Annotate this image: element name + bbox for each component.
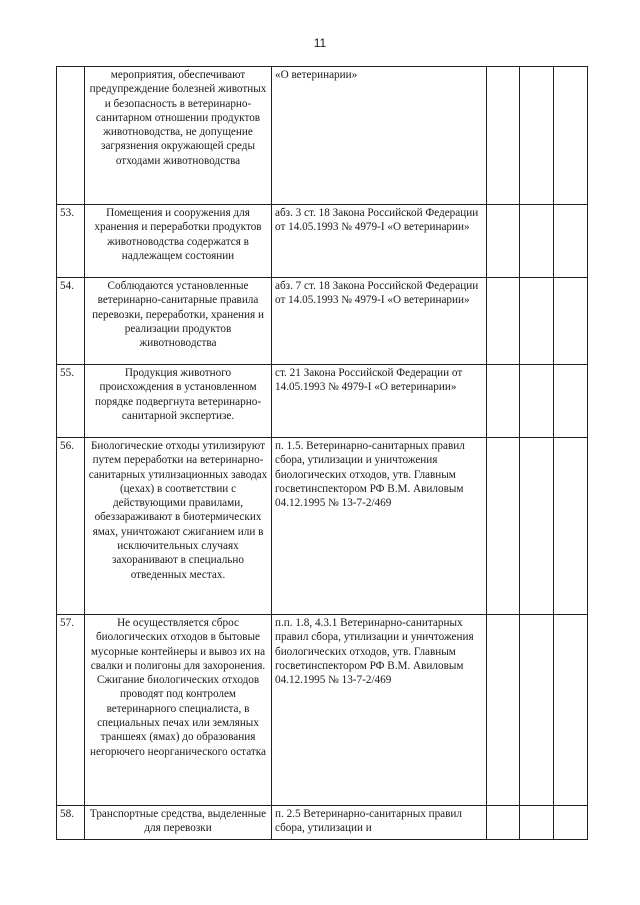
requirement-text: Помещения и сооружения для хранения и переработки продуктов животноводства содержатся в надлежащем состоянии <box>85 205 272 278</box>
requirement-text: мероприятия, обеспечивают предупреждение болезней животных и безопасность в ветеринарно-санитарном отношении продуктов животноводства, не допущение загрязнения окружающей среды отходами животноводства <box>85 67 272 205</box>
legal-reference: ст. 21 Закона Российской Федерации от 14.05.1993 № 4979-I «О ветеринарии» <box>272 365 487 438</box>
yes-cell <box>487 806 520 840</box>
yes-cell <box>487 67 520 205</box>
yes-cell <box>487 205 520 278</box>
no-cell <box>520 806 554 840</box>
not-applicable-cell <box>554 365 588 438</box>
not-applicable-cell <box>554 205 588 278</box>
requirement-text: Биологические отходы утилизируют путем переработки на ветеринарно-санитарных утилизационных заводах (цехах) в соответствии с действующими правилами, обеззараживают в биотермических ямах, уничтожают сжиганием или в исключительных случаях захоранивают в специально отведенных местах. <box>85 438 272 615</box>
yes-cell <box>487 365 520 438</box>
legal-reference: п. 2.5 Ветеринарно-санитарных правил сбора, утилизации и <box>272 806 487 840</box>
requirement-text: Соблюдаются установленные ветеринарно-санитарные правила перевозки, переработки, хранения и реализации продуктов животноводства <box>85 278 272 365</box>
yes-cell <box>487 615 520 806</box>
table-row <box>57 438 588 615</box>
no-cell <box>520 205 554 278</box>
not-applicable-cell <box>554 615 588 806</box>
legal-reference: абз. 7 ст. 18 Закона Российской Федерации от 14.05.1993 № 4979-I «О ветеринарии» <box>272 278 487 365</box>
yes-cell <box>487 438 520 615</box>
row-number: 56. <box>57 438 85 615</box>
no-cell <box>520 438 554 615</box>
no-cell <box>520 67 554 205</box>
row-number: 57. <box>57 615 85 806</box>
no-cell <box>520 615 554 806</box>
table-row <box>57 615 588 806</box>
table-row <box>57 67 588 205</box>
table-row <box>57 278 588 365</box>
yes-cell <box>487 278 520 365</box>
not-applicable-cell <box>554 438 588 615</box>
page-number: 11 <box>313 36 327 50</box>
legal-reference: абз. 3 ст. 18 Закона Российской Федерации от 14.05.1993 № 4979-I «О ветеринарии» <box>272 205 487 278</box>
requirement-text: Транспортные средства, выделенные для перевозки <box>85 806 272 840</box>
row-number: 53. <box>57 205 85 278</box>
requirements-table <box>56 66 588 840</box>
table-row <box>57 205 588 278</box>
not-applicable-cell <box>554 806 588 840</box>
no-cell <box>520 365 554 438</box>
legal-reference: п. 1.5. Ветеринарно-санитарных правил сбора, утилизации и уничтожения биологических отходов, утв. Главным госветинспектором РФ В.М. Авиловым 04.12.1995 № 13-7-2/469 <box>272 438 487 615</box>
not-applicable-cell <box>554 278 588 365</box>
no-cell <box>520 278 554 365</box>
row-number <box>57 67 85 205</box>
table-row <box>57 806 588 840</box>
table-row <box>57 365 588 438</box>
legal-reference: п.п. 1.8, 4.3.1 Ветеринарно-санитарных правил сбора, утилизации и уничтожения биологических отходов, утв. Главным госветинспектором РФ В.М. Авиловым 04.12.1995 № 13-7-2/469 <box>272 615 487 806</box>
requirement-text: Не осуществляется сброс биологических отходов в бытовые мусорные контейнеры и вывоз их на свалки и полигоны для захоронения. Сжигание биологических отходов проводят под контролем ветеринарного специалиста, в специальных печах или земляных траншеях (ямах) до образования негорючего неорганического остатка <box>85 615 272 806</box>
row-number: 54. <box>57 278 85 365</box>
row-number: 55. <box>57 365 85 438</box>
row-number: 58. <box>57 806 85 840</box>
requirement-text: Продукция животного происхождения в установленном порядке подвергнута ветеринарно-санитарной экспертизе. <box>85 365 272 438</box>
legal-reference: «О ветеринарии» <box>272 67 487 205</box>
not-applicable-cell <box>554 67 588 205</box>
